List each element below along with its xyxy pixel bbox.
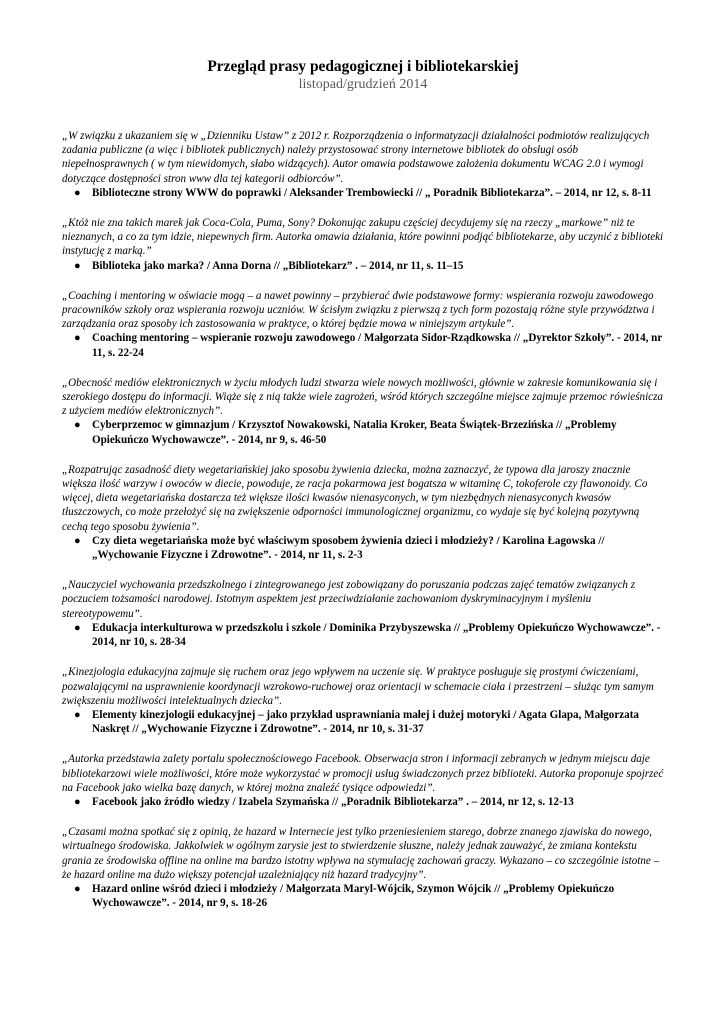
bullet-icon: ● (74, 795, 81, 808)
entry-abstract: „Coaching i mentoring w oświacie mogą – a nawet powinny – przybierać dwie podstawowe formy: wspierania rozwoju zawodowego pracowników szkoły oraz wspierania rozwoju uczniów. W ścisłym związku z pierwszą z tych form pozostają różne style przywództwa i zarządzania oraz sposoby ich zastosowania w praktyce, o której będzie mowa w niniejszym artykule”. (62, 289, 655, 331)
review-entry (62, 752, 664, 809)
entries-list (62, 129, 664, 910)
entry-abstract: „Czasami można spotkać się z opinią, że hazard w Internecie jest tylko przeniesieniem starego, dobrze znanego zjawiska do nowego, wirtualnego środowiska. Jakkolwiek w ogólnym zarysie jest to stwierdzenie słuszne, należy jednak zauważyć, że zmiana kontekstu grania ze środowiska offline na online ma bardzo istotny wpływa na stymulację zachowań graczy. Wykazano – co szczególnie istotne – że hazard online ma dużo większy potencjał uzależniający niż hazard tradycyjny”. (62, 826, 660, 881)
review-entry (62, 129, 664, 200)
review-entry (62, 578, 664, 649)
bullet-icon: ● (74, 186, 81, 199)
entry-citation (62, 795, 664, 809)
page-subtitle: listopad/grudzień 2014 (298, 77, 428, 92)
review-entry (62, 665, 664, 736)
citation-text: Edukacja interkulturowa w przedszkolu i szkole / Dominika Przybyszewska // „Problemy Opiekuńczo Wychowawcze”. - 2014, nr 10, s. 28-34 (92, 621, 661, 649)
citation-text: Elementy kinezjologii edukacyjnej – jako przykład usprawniania małej i dużej motoryki / Agata Glapa, Małgorzata Naskręt // „Wychowanie Fizyczne i Zdrowotne”. - 2014, nr 10, s. 31-37 (92, 708, 639, 736)
entry-abstract: „Obecność mediów elektronicznych w życiu młodych ludzi stwarza wiele nowych możliwości, głównie w zakresie komunikowania się i szerokiego dostępu do informacji. Wiąże się z nią także wiele zagrożeń, wśród których szczególne miejsce zajmuje przemoc rówieśnicza z użyciem mediów elektronicznych”. (62, 376, 663, 418)
citation-text: Czy dieta wegetariańska może być właściwym sposobem żywienia dzieci i młodzieży? / Karolina Łagowska // „Wychowanie Fizyczne i Zdrowotne”. - 2014, nr 11, s. 2-3 (92, 534, 605, 562)
entry-abstract: „W związku z ukazaniem się w „Dzienniku Ustaw” z 2012 r. Rozporządzenia o informatyzacji działalności podmiotów realizujących zadania publiczne (a więc i bibliotek publicznych) należy przystosować strony internetowe bibliotek do obsługi osób niepełnosprawnych ( w tym niewidomych, słabo widzących). Autor omawia podstawowe założenia dokumentu WCAG 2.0 i wymogi dotyczące dostępności stron www dla tej kategorii odbiorców”. (62, 130, 650, 185)
entry-citation (62, 418, 664, 446)
entry-citation (62, 708, 664, 736)
citation-text: Biblioteka jako marka? / Anna Dorna // „Bibliotekarz” . – 2014, nr 11, s. 11–15 (92, 259, 464, 272)
citation-text: Facebook jako źródło wiedzy / Izabela Szymańska // „Poradnik Bibliotekarza” . – 2014, nr 12, s. 12-13 (92, 795, 574, 808)
entry-citation (62, 621, 664, 649)
bullet-icon: ● (74, 332, 81, 345)
entry-citation (62, 534, 664, 562)
review-entry (62, 216, 664, 273)
entry-citation (62, 186, 664, 200)
page-title: Przegląd prasy pedagogicznej i bibliotekarskiej (207, 58, 519, 75)
entry-abstract: „Któż nie zna takich marek jak Coca-Cola, Puma, Sony? Dokonując zakupu częściej decydujemy się na rzeczy „markowe” niż te nieznanych, a co za tym idzie, niepewnych firm. Autorka omawia działania, które powinni podjąć bibliotekarze, aby uczynić z biblioteki instytucję z marką.” (62, 217, 664, 258)
review-entry (62, 825, 664, 910)
entry-citation (62, 882, 664, 910)
citation-text: Biblioteczne strony WWW do poprawki / Aleksander Trembowiecki // „ Poradnik Bibliotekarza”. – 2014, nr 12, s. 8-11 (92, 186, 652, 199)
bullet-icon: ● (74, 419, 81, 432)
review-entry (62, 376, 664, 447)
citation-text: Coaching mentoring – wspieranie rozwoju zawodowego / Małgorzata Sidor-Rządkowska // „Dyrektor Szkoły”. - 2014, nr 11, s. 22-24 (92, 332, 663, 359)
entry-abstract: „Rozpatrując zasadność diety wegetariańskiej jako sposobu żywienia dziecka, można zaznaczyć, że typowa dla jaroszy znacznie większa ilość warzyw i owoców w diecie, powoduje, ze racja pokarmowa jest bogatsza w witaminę C, tokoferole czy flawonoidy. Co więcej, dieta wegetariańska dostarcza też większe ilości kwasów nienasyconych, w tym niezbędnych nienasyconych kwasów tłuszczowych, co może przełożyć się na zwiększenie odporności immunologicznej organizmu, co wydaje się być kolejną pozytywną cechą tego sposobu żywienia”. (62, 463, 648, 533)
citation-text: Hazard online wśród dzieci i młodzieży / Małgorzata Maryl-Wójcik, Szymon Wójcik // „Problemy Opiekuńczo Wychowawcze”. - 2014, nr 9, s. 18-26 (92, 882, 615, 910)
entry-citation (62, 259, 664, 273)
bullet-icon: ● (74, 882, 81, 895)
review-entry (62, 463, 664, 562)
entry-abstract: „Autorka przedstawia zalety portalu społecznościowego Facebook. Obserwacja stron i informacji zebranych w jednym miejscu daje bibliotekarzowi wiele możliwości, które może wykorzystać w promocji usług świadczonych przez biblioteki. Autorka proponuje spojrzeć na Facebook jako wielka bazę danych, w której można znaleźć tysiące odpowiedzi”. (62, 753, 664, 794)
bullet-icon: ● (74, 259, 81, 272)
bullet-icon: ● (74, 534, 81, 547)
entry-abstract: „Nauczyciel wychowania przedszkolnego i zintegrowanego jest zobowiązany do poruszania podczas zajęć tematów związanych z poczuciem tożsamości narodowej. Istotnym aspektem jest przeciwdziałanie zachowaniom dyskryminacyjnym i myśleniu stereotypowemu”. (62, 579, 636, 620)
review-entry (62, 289, 664, 360)
bullet-icon: ● (74, 621, 81, 634)
citation-text: Cyberprzemoc w gimnazjum / Krzysztof Nowakowski, Natalia Kroker, Beata Świątek-Brzezińska // „Problemy Opiekuńczo Wychowawcze”. - 2014, nr 9, s. 46-50 (92, 419, 617, 446)
entry-abstract: „Kinezjologia edukacyjna zajmuje się ruchem oraz jego wpływem na uczenie się. W praktyce posługuje się prostymi ćwiczeniami, pozwalającymi na usprawnienie koordynacji wzrokowo-ruchowej oraz orientacji w schemacie ciała i przestrzeni – służąc tym samym zwiększeniu możliwości intelektualnych dziecka”. (62, 666, 654, 707)
entry-citation (62, 331, 664, 359)
bullet-icon: ● (74, 708, 81, 721)
